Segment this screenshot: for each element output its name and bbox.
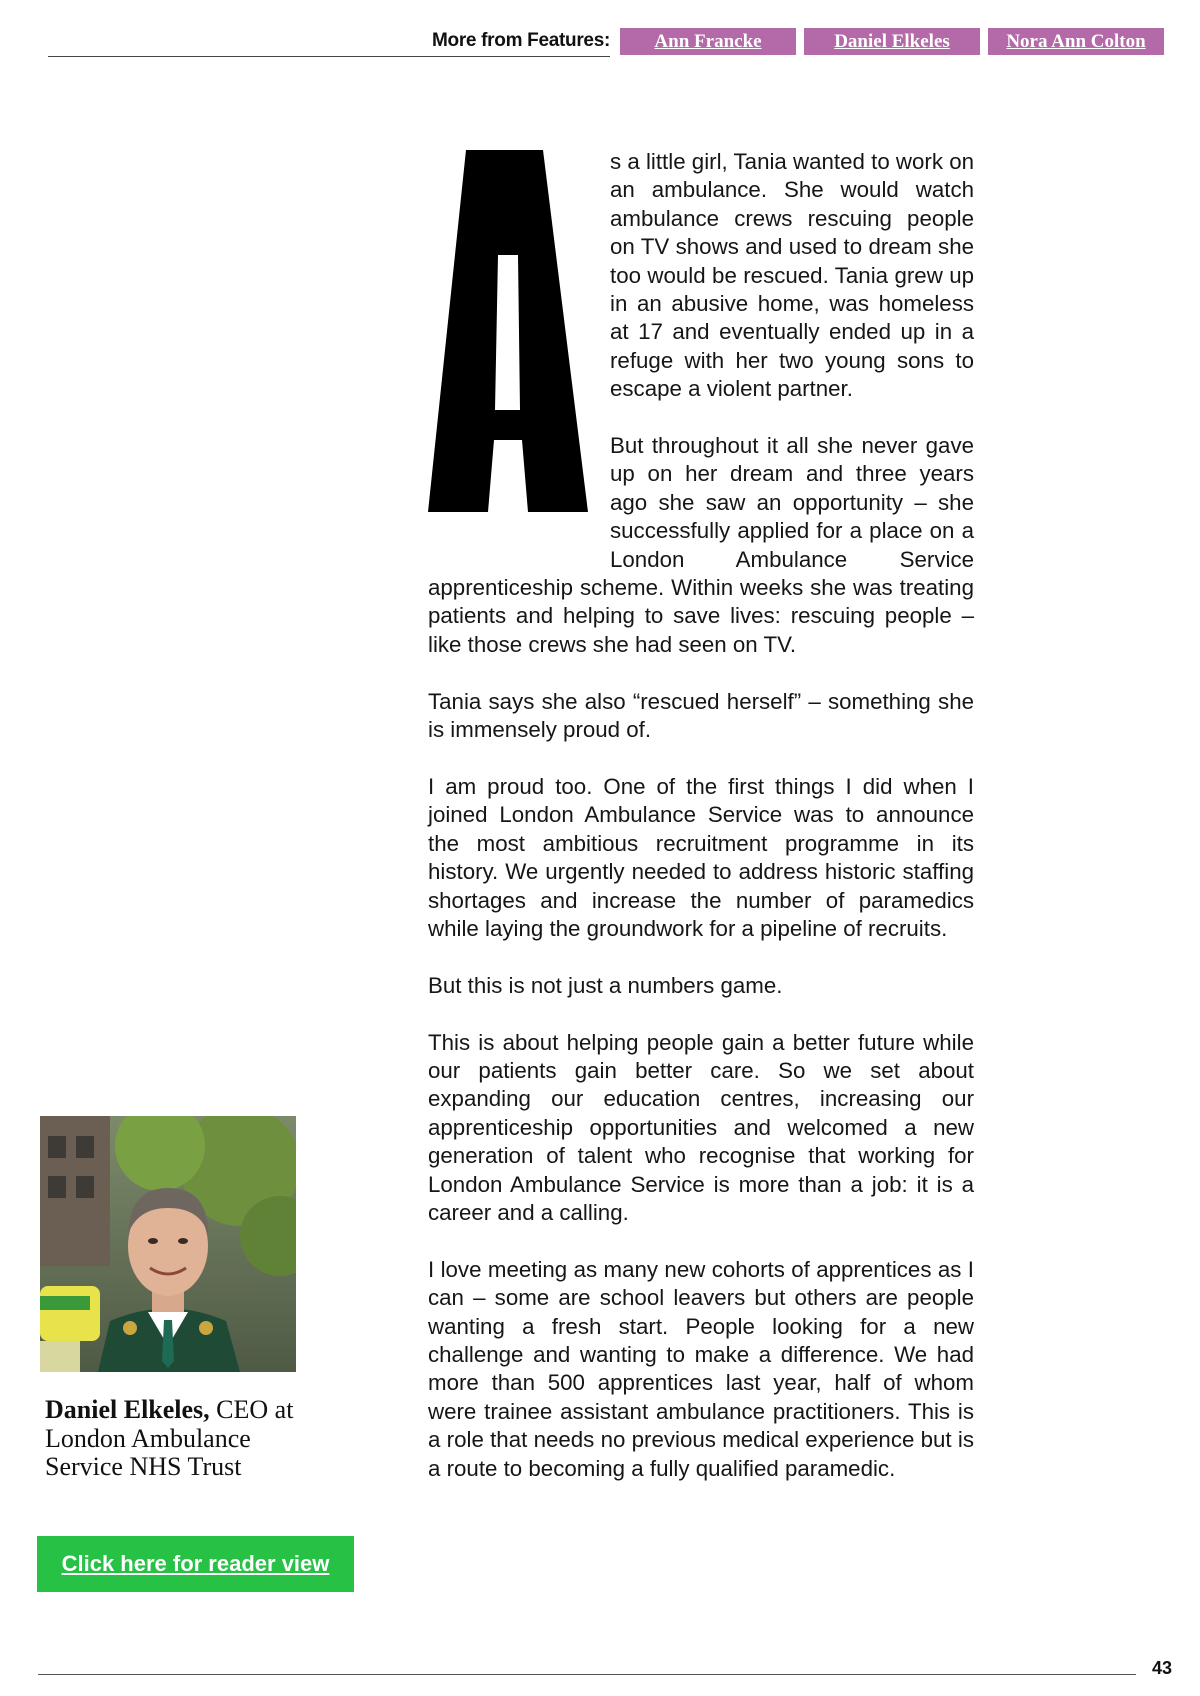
feature-link-ann-francke[interactable]: Ann Francke — [620, 28, 796, 55]
feature-link-daniel-elkeles[interactable]: Daniel Elkeles — [804, 28, 980, 55]
header-rule — [48, 56, 610, 57]
article-body — [428, 148, 974, 1483]
article-paragraph-5: But this is not just a numbers game. — [428, 972, 783, 998]
page-number: 43 — [1151, 1658, 1172, 1678]
author-caption — [45, 1396, 335, 1482]
author-photo — [40, 1116, 296, 1372]
reader-view-button[interactable]: Click here for reader view — [37, 1536, 354, 1592]
dropcap-spacer — [428, 148, 610, 546]
article-paragraph-6: This is about helping people gain a better future while our patients gain better care. So we set about expanding our education centres, increasing our apprenticeship opportunities and welcomed a new generation of talent who recognise that working for London Ambulance Service is more than a job: it is a career and a calling. — [428, 1029, 974, 1225]
more-from-features-label: More from Features: — [431, 30, 610, 51]
author-name: Daniel Elkeles, — [45, 1395, 210, 1424]
article-paragraph-7: I love meeting as many new cohorts of apprentices as I can – some are school leavers but others are people wanting a fresh start. People looking for a new challenge and wanting to make a difference. We had more than 500 apprentices last year, half of whom were trainee assistant ambulance practitioners. This is a role that needs no previous medical experience but is a route to becoming a fully qualified paramedic. — [428, 1256, 974, 1481]
article-paragraph-3: Tania says she also “rescued herself” – something she is immensely proud of. — [428, 688, 974, 743]
feature-link-nora-ann-colton[interactable]: Nora Ann Colton — [988, 28, 1164, 55]
article-paragraph-4: I am proud too. One of the first things I did when I joined London Ambulance Service was to announce the most ambitious recruitment programme in its history. We urgently needed to address historic staffing shortages and increase the number of paramedics while laying the groundwork for a pipeline of recruits. — [428, 773, 974, 941]
article-paragraph-1: s a little girl, Tania wanted to work on an ambulance. She would watch ambulance crews rescuing people on TV shows and used to dream she too would be rescued. Tania grew up in an abusive home, was homeless at 17 and eventually ended up in a refuge with her two young sons to escape a violent partner. — [610, 149, 974, 402]
footer-rule — [38, 1674, 1136, 1675]
author-title: CEO at London Ambulance Service NHS Trust — [45, 1395, 294, 1481]
article-paragraph-2: But throughout it all she never gave up on her dream and three years ago she saw an opportunity – she successfully applied for a place on a London Ambulance Service apprenticeship scheme. Within weeks she was treating patients and helping to save lives: rescuing people – like those crews she had seen on TV. — [428, 433, 974, 657]
